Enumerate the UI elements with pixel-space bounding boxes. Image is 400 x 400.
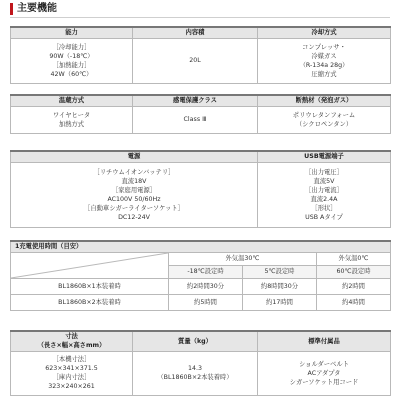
header-runtime: 1充電使用時間（目安）: [11, 241, 391, 252]
cell-line: シガーソケット用コード: [289, 378, 359, 386]
cell-heating-method: [11, 106, 133, 133]
row-value: 約5時間: [169, 294, 243, 310]
cell-line: ［冷却能力］: [52, 43, 91, 51]
cell-capacity: [11, 38, 133, 83]
group-ambient-30: 外気温30℃: [169, 252, 317, 265]
cell-line: ［自動車シガーライターソケット］: [84, 204, 184, 212]
diagonal-line: [11, 253, 168, 278]
cell-line: ［出力電流］: [305, 186, 343, 194]
header-shock-class: 感電保護クラス: [133, 95, 258, 106]
cell-line: ワイヤヒータ: [52, 111, 91, 119]
cell-line: 623×341×371.5: [45, 365, 98, 372]
cell-line: AC100V 50/60Hz: [107, 195, 161, 203]
cell-line: コンプレッサ・: [302, 43, 346, 51]
header-accessories: 標準付属品: [258, 331, 391, 351]
cell-line: ［出力電圧］: [305, 168, 343, 176]
cell-line: 14.3: [187, 365, 203, 372]
cell-cooling: [258, 38, 391, 83]
header-dimensions: [11, 331, 133, 351]
cell-line: USB Aタイプ: [305, 213, 343, 221]
subheader-60: 60℃設定時: [317, 265, 391, 278]
cell-dimensions: [11, 351, 133, 395]
table-row: [11, 294, 391, 310]
spec-table-dimensions: [10, 330, 391, 396]
section-title-marker: [10, 3, 13, 15]
cell-line: （シクロペンタン）: [295, 120, 353, 128]
row-value: 約4時間: [317, 294, 391, 310]
cell-line: 直流2.4A: [310, 195, 338, 203]
row-label: BL1860B×2本装着時: [11, 294, 169, 310]
cell-line: （R-134a 28g）: [299, 61, 349, 69]
cell-line: ［本機寸法］: [52, 356, 91, 363]
cell-line: 42W（60℃）: [50, 70, 93, 78]
row-label: BL1860B×1本装着時: [11, 278, 169, 294]
header-insulation: 断熱材（発泡ガス）: [258, 95, 391, 106]
cell-line: 冷媒ガス: [311, 52, 337, 60]
cell-line: ショルダーベルト: [299, 360, 349, 368]
cell-line: 加熱方式: [58, 120, 85, 128]
subheader-minus18: -18℃設定時: [169, 265, 243, 278]
row-value: 約17時間: [243, 294, 317, 310]
spec-table-runtime: [10, 240, 391, 311]
header-line: 寸法: [65, 333, 78, 341]
cell-line: ［加熱能力］: [52, 61, 91, 69]
cell-line: （BL1860B×2本装着時）: [157, 374, 233, 381]
spec-table-heating: [10, 94, 391, 134]
table-row: [11, 278, 391, 294]
cell-shock-class: Class Ⅲ: [133, 106, 258, 133]
header-line: （長さ×幅×高さmm）: [37, 342, 106, 350]
row-value: 約8時間30分: [243, 278, 317, 294]
header-mass: 質量（kg）: [133, 331, 258, 351]
row-value: 約2時間30分: [169, 278, 243, 294]
section-divider: [10, 17, 390, 18]
cell-line: DC12-24V: [118, 213, 150, 221]
header-volume: 内容積: [133, 27, 258, 38]
header-power: 電源: [11, 151, 258, 162]
header-capacity: 能力: [11, 27, 133, 38]
cell-volume: 20L: [133, 38, 258, 83]
diagonal-header-cell: [11, 252, 169, 278]
cell-mass: [133, 351, 258, 395]
cell-line: ［リチウムイオンバッテリ］: [93, 168, 175, 176]
cell-line: 323×240×261: [48, 383, 95, 390]
group-ambient-0: 外気温0℃: [317, 252, 391, 265]
cell-line: ［家庭用電源］: [111, 186, 157, 194]
cell-line: ポリウレタンフォーム: [292, 111, 356, 119]
spec-table-power: [10, 150, 391, 228]
cell-power: [11, 162, 258, 227]
section-title: [10, 2, 390, 16]
row-value: 約2時間: [317, 278, 391, 294]
cell-line: ACアダプタ: [307, 369, 341, 377]
cell-line: 直流5V: [313, 177, 335, 185]
header-cooling: 冷却方式: [258, 27, 391, 38]
cell-line: 圧縮方式: [311, 70, 337, 78]
subheader-5: 5℃設定時: [243, 265, 317, 278]
cell-line: 90W（-18℃）: [49, 52, 94, 60]
cell-usb: [258, 162, 391, 227]
header-heating-method: 温蔵方式: [11, 95, 133, 106]
cell-insulation: [258, 106, 391, 133]
header-usb: USB電源端子: [258, 151, 391, 162]
cell-line: 直流18V: [121, 177, 147, 185]
cell-line: ［形状］: [311, 204, 337, 212]
spec-table-capacity: [10, 26, 391, 84]
cell-accessories: [258, 351, 391, 395]
section-title-text: 主要機能: [17, 3, 57, 14]
cell-line: ［庫内寸法］: [52, 374, 91, 381]
